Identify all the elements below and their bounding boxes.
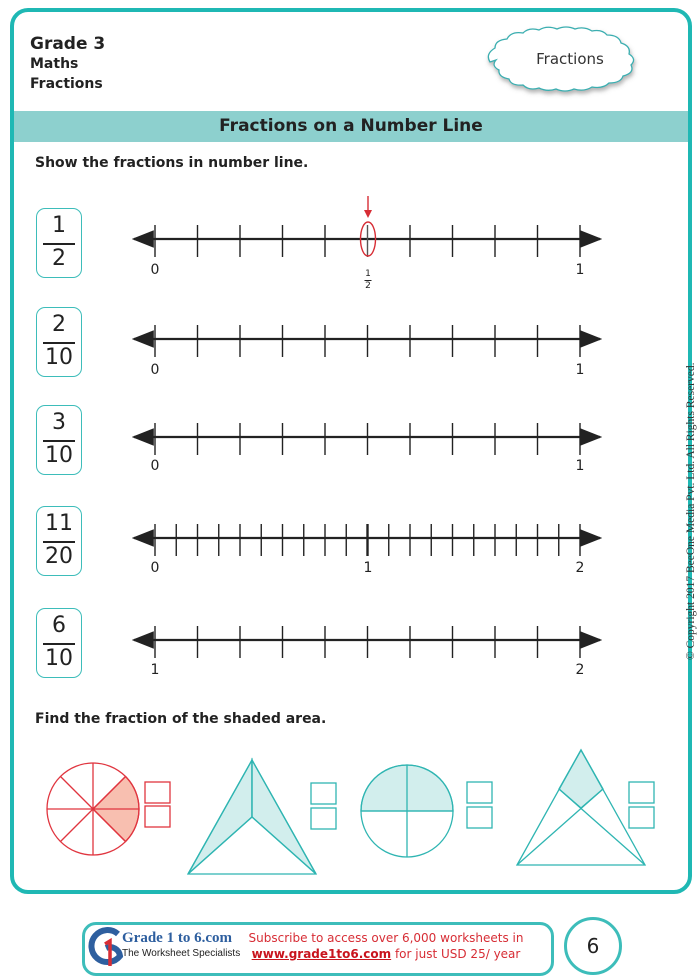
line2-start-label: 0 <box>150 362 160 378</box>
line4-start-label: 0 <box>150 560 160 576</box>
page-number: 6 <box>564 917 622 975</box>
topic-label: Fractions <box>30 76 103 92</box>
numerator: 6 <box>52 613 66 638</box>
denominator: 10 <box>45 345 73 370</box>
line3-start-label: 0 <box>150 458 160 474</box>
brand-name: Grade 1 to 6.com <box>122 930 232 946</box>
instruction-shaded-area: Find the fraction of the shaded area. <box>35 711 327 727</box>
answer-boxes-2 <box>311 783 336 829</box>
answer-boxes-3 <box>467 782 492 828</box>
grade-label: Grade 3 <box>30 34 106 54</box>
line5-start-label: 1 <box>150 662 160 678</box>
subscribe-price: for just USD 25/ year <box>391 947 521 961</box>
subscribe-line-2 <box>236 947 536 961</box>
triangle-kite-shape <box>517 750 645 865</box>
line3-end-label: 1 <box>575 458 585 474</box>
example-numerator: 1 <box>365 269 371 279</box>
subscribe-link[interactable]: www.grade1to6.com <box>251 947 392 961</box>
subscribe-line-1: Subscribe to access over 6,000 worksheets in <box>248 931 524 945</box>
numerator: 11 <box>45 511 73 536</box>
subject-label: Maths <box>30 56 79 72</box>
answer-boxes-1 <box>145 782 170 827</box>
instruction-number-line: Show the fractions in number line. <box>35 155 309 171</box>
brand-tagline: The Worksheet Specialists <box>122 948 241 959</box>
denominator: 20 <box>45 544 73 569</box>
answer-boxes-4 <box>629 782 654 828</box>
line4-mid-label: 1 <box>363 560 373 576</box>
worksheet-title: Fractions on a Number Line <box>219 116 483 136</box>
numerator: 1 <box>52 213 66 238</box>
denominator: 2 <box>52 246 66 271</box>
triangle-thirds-shape <box>188 760 316 874</box>
line5-end-label: 2 <box>575 662 585 678</box>
line1-end-label: 1 <box>575 262 585 278</box>
numerator: 2 <box>52 312 66 337</box>
line4-end-label: 2 <box>575 560 585 576</box>
circle-quarters-shape <box>361 765 453 857</box>
numerator: 3 <box>52 410 66 435</box>
copyright-text: © Copyright 2017 BeeOne Media Pvt. Ltd. All Rights Reserved. <box>685 362 697 660</box>
example-denominator: 2 <box>365 281 371 291</box>
line1-start-label: 0 <box>150 262 160 278</box>
denominator: 10 <box>45 646 73 671</box>
badge-text: Fractions <box>536 50 604 68</box>
circle-eighths-shape <box>47 763 139 855</box>
line2-end-label: 1 <box>575 362 585 378</box>
denominator: 10 <box>45 443 73 468</box>
